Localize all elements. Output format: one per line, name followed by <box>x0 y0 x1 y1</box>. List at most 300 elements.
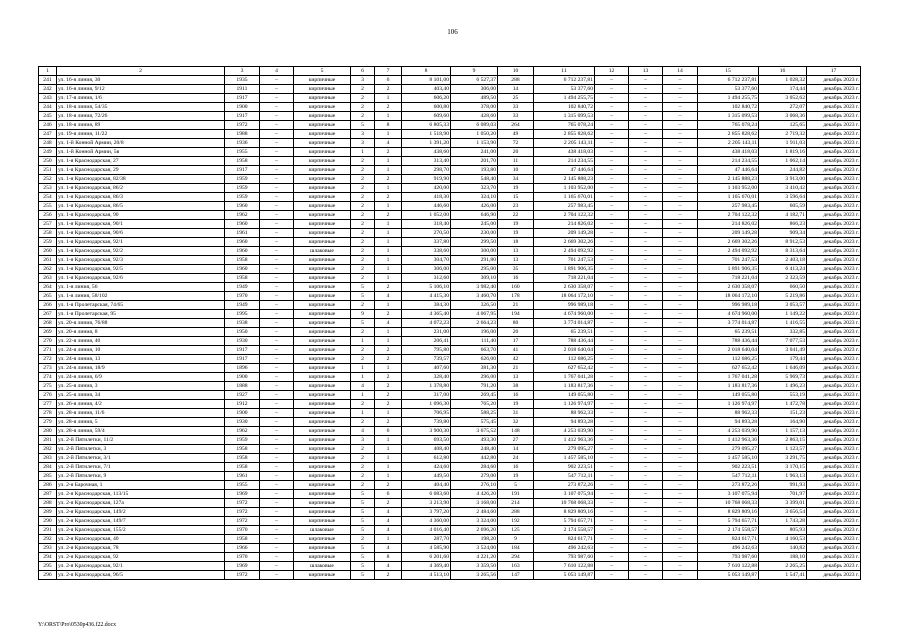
table-cell: 125,65 <box>759 121 807 130</box>
table-cell: – <box>260 427 294 436</box>
table-cell: 1958 <box>225 274 260 283</box>
table-cell: 428,60 <box>451 112 498 121</box>
table-cell: 5 794 657,71 <box>534 517 595 526</box>
table-cell: ул. 1-я Краснодарская, 92/1 <box>57 238 225 247</box>
table-cell: 1 <box>375 94 402 103</box>
table-cell: декабрь 2023 г. <box>807 454 861 463</box>
table-cell: декабрь 2023 г. <box>807 112 861 121</box>
table-cell: 6 527,37 <box>451 76 498 85</box>
table-cell: ул. 1-я линия, 56 <box>57 283 225 292</box>
table-cell: 18 064 172,10 <box>534 292 595 301</box>
table-cell: ул. 28-я линия, 5 <box>57 418 225 427</box>
table-cell: 1966 <box>225 544 260 553</box>
table-cell: ул. 1-я Краснодарская, 86/2 <box>57 184 225 193</box>
table-cell: – <box>629 85 663 94</box>
table-cell: декабрь 2023 г. <box>807 103 861 112</box>
table-cell: 252 <box>39 175 57 184</box>
table-cell: 3 524,00 <box>451 544 498 553</box>
table-cell: – <box>595 166 629 175</box>
table-cell: 765 078,24 <box>534 121 595 130</box>
table-cell: – <box>663 274 698 283</box>
table-cell: 1 315 099,53 <box>698 112 759 121</box>
table-cell: 3 <box>351 130 375 139</box>
table-cell: ул. 2-я Барочная, 1 <box>57 481 225 490</box>
table-cell: 489,50 <box>451 94 498 103</box>
table-cell: кирпичные <box>294 301 351 310</box>
table-cell: 3 656,54 <box>759 508 807 517</box>
table-cell: – <box>260 292 294 301</box>
column-number: 4 <box>260 67 294 76</box>
table-cell: – <box>595 373 629 382</box>
column-number: 10 <box>498 67 534 76</box>
table-cell: – <box>663 139 698 148</box>
table-cell: 214 234,55 <box>698 157 759 166</box>
table-row <box>39 571 861 580</box>
table-cell: 2 630 358,07 <box>698 283 759 292</box>
table-cell: 288 <box>498 508 534 517</box>
table-cell: 249 <box>39 148 57 157</box>
table-row <box>39 526 861 535</box>
table-cell: – <box>629 562 663 571</box>
table-cell: 1935 <box>225 76 260 85</box>
table-cell: 2 <box>375 310 402 319</box>
table-cell: 1911 <box>225 85 260 94</box>
table-cell: 1955 <box>225 148 260 157</box>
table-cell: – <box>260 274 294 283</box>
table-cell: ул. 1-й Конной Армии, 5в <box>57 148 225 157</box>
table-cell: 600,80 <box>402 103 451 112</box>
table-row <box>39 274 861 283</box>
table-cell: 284 <box>39 463 57 472</box>
table-cell: – <box>629 121 663 130</box>
table-cell: 1917 <box>225 346 260 355</box>
table-cell: 16 <box>498 274 534 283</box>
table-cell: – <box>595 382 629 391</box>
table-cell: 246 <box>39 121 57 130</box>
table-cell: 701 247,53 <box>698 256 759 265</box>
table-cell: 1 412 963,36 <box>698 436 759 445</box>
table-cell: 575,45 <box>451 418 498 427</box>
table-cell: 2 <box>351 265 375 274</box>
table-row <box>39 184 861 193</box>
table-cell: ул. 1-я Краснодарская, 92/3 <box>57 256 225 265</box>
table-cell: – <box>595 481 629 490</box>
table-cell: 1970 <box>225 553 260 562</box>
table-cell: ул. 1-я Краснодарская, 90 <box>57 211 225 220</box>
table-cell: 230,00 <box>451 229 498 238</box>
table-cell: 1 <box>375 238 402 247</box>
table-cell: ул. 1-я Краснодарская, 86/5 <box>57 202 225 211</box>
table-cell: 1 819,16 <box>759 148 807 157</box>
table-cell: 3 410,42 <box>759 184 807 193</box>
table-cell: – <box>629 337 663 346</box>
table-cell: ул. 24-я линия, 18/9 <box>57 364 225 373</box>
table-cell: 286 <box>39 481 57 490</box>
table-cell: ул. 1-я Краснодарская, 82/38 <box>57 175 225 184</box>
table-cell: 1 183 817,36 <box>698 382 759 391</box>
table-cell: 1 <box>375 265 402 274</box>
table-cell: 280 <box>39 427 57 436</box>
table-cell: 313,40 <box>402 157 451 166</box>
table-cell: 1962 <box>225 427 260 436</box>
table-cell: 8 829 809,16 <box>698 508 759 517</box>
table-cell: – <box>260 121 294 130</box>
table-cell: 4 <box>375 544 402 553</box>
table-cell: 94 893,28 <box>534 418 595 427</box>
table-cell: 1912 <box>225 400 260 409</box>
table-cell: кирпичные <box>294 175 351 184</box>
table-cell: 19 <box>498 229 534 238</box>
table-row <box>39 148 861 157</box>
table-cell: декабрь 2023 г. <box>807 472 861 481</box>
table-cell: 438,60 <box>402 148 451 157</box>
table-cell: 2 704 122,32 <box>698 211 759 220</box>
table-cell: – <box>663 400 698 409</box>
table-cell: кирпичные <box>294 436 351 445</box>
table-cell: 553,19 <box>759 391 807 400</box>
table-cell: – <box>260 364 294 373</box>
table-cell: 1 165 670,01 <box>534 193 595 202</box>
table-cell: 449,50 <box>402 472 451 481</box>
table-cell: 274 <box>39 373 57 382</box>
table-cell: кирпичные <box>294 193 351 202</box>
table-cell: 605,59 <box>759 202 807 211</box>
table-cell: – <box>629 139 663 148</box>
table-row <box>39 319 861 328</box>
table-cell: 909,34 <box>759 229 807 238</box>
table-cell: 4 253 039,90 <box>698 427 759 436</box>
table-cell: 188,10 <box>759 553 807 562</box>
table-cell: – <box>629 319 663 328</box>
table-cell: 1949 <box>225 301 260 310</box>
table-cell: 8 <box>375 553 402 562</box>
table-cell: кирпичные <box>294 265 351 274</box>
table-cell: – <box>260 463 294 472</box>
table-cell: – <box>595 499 629 508</box>
table-cell: 1917 <box>225 355 260 364</box>
table-row <box>39 301 861 310</box>
table-cell: 290 <box>39 517 57 526</box>
table-cell: 1958 <box>225 454 260 463</box>
table-cell: 2 <box>351 103 375 112</box>
table-cell: 3 053,57 <box>759 301 807 310</box>
table-cell: – <box>663 445 698 454</box>
table-cell: – <box>629 382 663 391</box>
table-cell: – <box>663 409 698 418</box>
table-cell: 264 <box>498 121 534 130</box>
table-cell: кирпичные <box>294 355 351 364</box>
table-cell: 6 712 237,81 <box>698 76 759 85</box>
table-cell: 1 096,30 <box>402 400 451 409</box>
table-row <box>39 499 861 508</box>
table-cell: – <box>629 454 663 463</box>
table-cell: 701,97 <box>759 490 807 499</box>
table-cell: 701 247,53 <box>534 256 595 265</box>
table-cell: 244 <box>39 103 57 112</box>
table-cell: 381,30 <box>451 364 498 373</box>
table-cell: 17 <box>498 337 534 346</box>
table-cell: кирпичные <box>294 220 351 229</box>
table-cell: 3 324,00 <box>451 517 498 526</box>
table-cell: – <box>629 328 663 337</box>
table-cell: 25 <box>498 94 534 103</box>
table-cell: – <box>663 238 698 247</box>
table-row <box>39 544 861 553</box>
table-row <box>39 445 861 454</box>
table-cell: 1972 <box>225 517 260 526</box>
table-cell: 1960 <box>225 247 260 256</box>
table-cell: 3 107 075,94 <box>534 490 595 499</box>
table-cell: 2 <box>375 211 402 220</box>
table-cell: 2 <box>351 445 375 454</box>
table-cell: 1 183 817,36 <box>534 382 595 391</box>
table-cell: декабрь 2023 г. <box>807 418 861 427</box>
table-cell: 2 145 888,23 <box>534 175 595 184</box>
table-cell: 257 983,45 <box>534 202 595 211</box>
table-cell: 1 <box>375 364 402 373</box>
table-cell: 18 <box>498 238 534 247</box>
table-cell: кирпичные <box>294 553 351 562</box>
table-cell: 1 149,22 <box>759 310 807 319</box>
table-cell: кирпичные <box>294 94 351 103</box>
table-cell: 248,40 <box>451 445 498 454</box>
table-cell: 1 <box>375 130 402 139</box>
table-cell: 209 149,28 <box>698 229 759 238</box>
table-cell: 1930 <box>225 418 260 427</box>
table-row <box>39 373 861 382</box>
table-cell: 291 <box>39 526 57 535</box>
table-cell: 1 767 041,28 <box>698 373 759 382</box>
table-cell: – <box>595 229 629 238</box>
table-cell: 309,10 <box>451 274 498 283</box>
table-cell: – <box>629 274 663 283</box>
table-cell: декабрь 2023 г. <box>807 571 861 580</box>
table-cell: 1 743,28 <box>759 517 807 526</box>
table-cell: 24 <box>498 454 534 463</box>
table-cell: – <box>663 283 698 292</box>
table-cell: 1 391,20 <box>402 139 451 148</box>
table-cell: 6 712 237,81 <box>534 76 595 85</box>
table-cell: кирпичные <box>294 229 351 238</box>
table-cell: – <box>663 382 698 391</box>
table-cell: – <box>629 490 663 499</box>
table-cell: декабрь 2023 г. <box>807 373 861 382</box>
table-cell: 268 <box>39 319 57 328</box>
table-cell: 1961 <box>225 229 260 238</box>
table-cell: 1 <box>351 337 375 346</box>
table-cell: 6 201,60 <box>402 553 451 562</box>
table-cell: кирпичные <box>294 535 351 544</box>
table-cell: 2 265,25 <box>759 562 807 571</box>
table-cell: 420,00 <box>402 184 451 193</box>
table-cell: кирпичные <box>294 130 351 139</box>
table-cell: 1 646,09 <box>759 364 807 373</box>
table-cell: 1 963,13 <box>759 472 807 481</box>
table-cell: ул. 25-я линия, 3 <box>57 382 225 391</box>
table-cell: 4 <box>375 139 402 148</box>
table-cell: – <box>629 247 663 256</box>
table-cell: 3 913,00 <box>759 175 807 184</box>
table-cell: – <box>663 130 698 139</box>
table-cell: – <box>629 184 663 193</box>
table-cell: – <box>595 292 629 301</box>
table-cell: 304,70 <box>402 256 451 265</box>
table-cell: 824 617,71 <box>534 535 595 544</box>
table-cell: 407,60 <box>402 364 451 373</box>
table-cell: – <box>663 121 698 130</box>
table-cell: 276 <box>39 391 57 400</box>
table-cell: 2 <box>351 454 375 463</box>
table-cell: кирпичные <box>294 508 351 517</box>
table-cell: 53 377,60 <box>534 85 595 94</box>
table-cell: – <box>595 463 629 472</box>
table-cell: 10 768 068,33 <box>534 499 595 508</box>
table-cell: 47 446,64 <box>698 166 759 175</box>
table-cell: 5 <box>351 121 375 130</box>
table-cell: кирпичные <box>294 391 351 400</box>
table-cell: кирпичные <box>294 103 351 112</box>
table-cell: – <box>629 112 663 121</box>
table-cell: 283 <box>39 454 57 463</box>
table-cell: – <box>260 373 294 382</box>
table-cell: 284,60 <box>451 463 498 472</box>
table-cell: 1972 <box>225 571 260 580</box>
table-cell: 276,10 <box>451 481 498 490</box>
table-cell: – <box>595 148 629 157</box>
table-cell: 3 <box>351 139 375 148</box>
table-row <box>39 220 861 229</box>
table-cell: 41 <box>498 346 534 355</box>
table-cell: кирпичные <box>294 85 351 94</box>
table-cell: – <box>260 400 294 409</box>
table-cell: 1995 <box>225 310 260 319</box>
table-row <box>39 490 861 499</box>
table-cell: ул. 2-я Краснодарская, 149/7 <box>57 517 225 526</box>
table-cell: 111,40 <box>451 337 498 346</box>
column-number: 15 <box>698 67 759 76</box>
table-cell: 22 <box>498 211 534 220</box>
table-cell: 6 083,60 <box>402 490 451 499</box>
table-cell: 9 <box>351 310 375 319</box>
table-row <box>39 364 861 373</box>
table-cell: 6 <box>375 427 402 436</box>
table-cell: ул. 16-я линия, 30 <box>57 76 225 85</box>
table-cell: 35 <box>498 265 534 274</box>
table-cell: 2 <box>375 355 402 364</box>
table-row <box>39 535 861 544</box>
table-cell: – <box>663 85 698 94</box>
table-cell: 267 <box>39 310 57 319</box>
table-cell: – <box>595 508 629 517</box>
table-cell: 2 494 092,92 <box>534 247 595 256</box>
table-cell: – <box>260 148 294 157</box>
table-cell: – <box>260 490 294 499</box>
table-cell: – <box>595 274 629 283</box>
table-cell: 273 872,26 <box>534 481 595 490</box>
table-cell: 149 055,80 <box>698 391 759 400</box>
table-cell: 277 <box>39 400 57 409</box>
table-cell: 1 412 963,36 <box>534 436 595 445</box>
table-cell: 765,20 <box>451 400 498 409</box>
table-cell: – <box>663 292 698 301</box>
table-cell: 2 145 888,23 <box>698 175 759 184</box>
table-cell: ул. 26-я линия, 4/2 <box>57 400 225 409</box>
table-cell: – <box>260 211 294 220</box>
table-cell: 5 <box>351 571 375 580</box>
column-number: 1 <box>39 67 57 76</box>
table-cell: декабрь 2023 г. <box>807 382 861 391</box>
table-row <box>39 139 861 148</box>
table-cell: декабрь 2023 г. <box>807 229 861 238</box>
table-cell: кирпичные <box>294 112 351 121</box>
table-cell: декабрь 2023 г. <box>807 562 861 571</box>
table-cell: 147 <box>498 571 534 580</box>
table-cell: 262 <box>39 265 57 274</box>
table-cell: 706,95 <box>402 409 451 418</box>
table-cell: 4 513,10 <box>402 571 451 580</box>
table-cell: 179,44 <box>759 355 807 364</box>
table-cell: кирпичные <box>294 319 351 328</box>
table-cell: 2 018 640,04 <box>534 346 595 355</box>
table-cell: 1 472,78 <box>759 400 807 409</box>
table-cell: 163 <box>498 562 534 571</box>
table-cell: – <box>629 526 663 535</box>
table-cell: 8 912,53 <box>759 238 807 247</box>
table-cell: 1961 <box>225 472 260 481</box>
table-cell: 278 <box>39 409 57 418</box>
table-cell: ул. 25-я линия, 34 <box>57 391 225 400</box>
column-number: 5 <box>294 67 351 76</box>
table-cell: декабрь 2023 г. <box>807 355 861 364</box>
table-cell: – <box>260 220 294 229</box>
table-cell: 242 <box>39 85 57 94</box>
table-cell: 272,07 <box>759 103 807 112</box>
table-cell: кирпичные <box>294 346 351 355</box>
table-cell: 2 174 558,57 <box>698 526 759 535</box>
table-cell: 438 418,03 <box>698 148 759 157</box>
table-row <box>39 472 861 481</box>
table-cell: – <box>629 301 663 310</box>
table-cell: 1 <box>375 247 402 256</box>
table-cell: 1 416,55 <box>759 319 807 328</box>
table-cell: 3 774 014,87 <box>698 319 759 328</box>
table-cell: – <box>260 238 294 247</box>
table-row <box>39 121 861 130</box>
table-cell: – <box>595 130 629 139</box>
table-cell: 65 239,51 <box>698 328 759 337</box>
table-row <box>39 328 861 337</box>
table-cell: 300,00 <box>451 247 498 256</box>
table-cell: 1 103 952,00 <box>698 184 759 193</box>
table-cell: 279 095,27 <box>534 445 595 454</box>
table-cell: 765 078,24 <box>698 121 759 130</box>
table-row <box>39 193 861 202</box>
table-cell: 3 359,50 <box>451 562 498 571</box>
table-cell: 16 <box>498 463 534 472</box>
table-cell: 2 <box>351 184 375 193</box>
table-cell: – <box>629 517 663 526</box>
table-row <box>39 112 861 121</box>
table-cell: 991,93 <box>759 481 807 490</box>
table-cell: 279,00 <box>451 472 498 481</box>
table-cell: 337,80 <box>402 238 451 247</box>
table-cell: 257 983,45 <box>698 202 759 211</box>
table-cell: – <box>663 148 698 157</box>
table-cell: 3 291,75 <box>759 454 807 463</box>
table-cell: 5 <box>351 499 375 508</box>
table-cell: 20 <box>498 328 534 337</box>
table-cell: 1988 <box>225 130 260 139</box>
